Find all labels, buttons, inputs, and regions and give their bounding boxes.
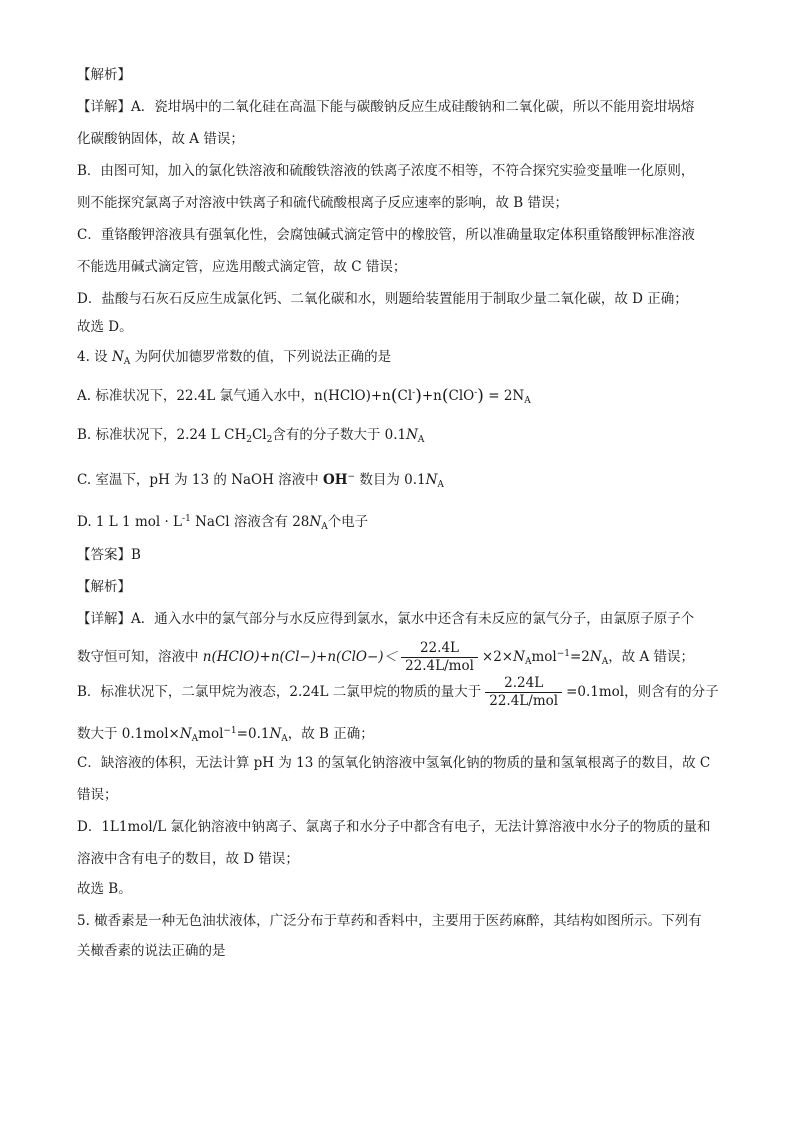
q3-detail-b-line1: B．由图可知，加入的氯化铁溶液和硫酸铁溶液的铁离子浓度不相等，不符合探究实验变量唯一化原则， [77, 163, 695, 179]
q3-detail-c-line2: 不能选用碱式滴定管，应选用酸式滴定管，故 C 错误； [77, 259, 407, 275]
q4-detail-a-line2: 数守恒可知，溶液中 n(HClO)+n(Cl−)+n(ClO−)＜ $\frac{22.4L}{\text{22.4L/mol}}$ $\times 2\times N_Amol^{-1}=2N_A$，故 A 错误； [77, 640, 695, 674]
q3-detail-d-line1: D．盐酸与石灰石反应生成氯化钙、二氧化碳和水，则题给装置能用于制取少量二氧化碳，故 D 正确； [77, 291, 688, 307]
q4-analysis-tag: 【解析】 [77, 579, 131, 595]
q4-stem: 4. 设 $N_A$ 为阿伏加德罗常数的值，下列说法正确的是 [77, 349, 392, 367]
q4-conclusion: 故选 B。 [77, 881, 132, 897]
q4-detail-d-line2: 溶液中含有电子的数目，故 D 错误； [77, 851, 299, 867]
q4-detail-b-line1: B．标准状况下，二氯甲烷为液态，2.24L 二氯甲烷的物质的量大于 $\frac{2.24L}{\text{22.4L/mol}}$ =0.1mol，则含有的分子 [77, 675, 719, 709]
q4-option-b: B. 标准状况下，2.24 L $CH_2Cl_2$含有的分子数大于 $0.1N_A$ [77, 427, 425, 445]
q4-option-c: C. 室温下，pH 为 13 的 NaOH 溶液中 OH− 数目为 $0.1N_A$ [77, 472, 444, 490]
q3-detail-c-line1: C．重铬酸钾溶液具有强氧化性，会腐蚀碱式滴定管中的橡胶管，所以准确量取定体积重铬酸钾标准溶液 [77, 227, 695, 243]
q5-stem-line2: 关橄香素的说法正确的是 [77, 943, 226, 959]
q3-analysis-tag: 【解析】 [77, 67, 131, 83]
q4-option-a: A. 标准状况下，22.4L 氯气通入水中，n(HClO)+n(Cl-)+n(ClO-) = $2N_A$ [77, 386, 531, 406]
q4-detail-a-line1: 【详解】A．通入水中的氯气部分与水反应得到氯水，氯水中还含有未反应的氯气分子，由氯原子原子个 [77, 611, 695, 627]
q3-detail-a-line2: 化碳酸钠固体，故 A 错误； [77, 131, 244, 147]
q3-detail-b-line2: 则不能探究氯离子对溶液中铁离子和硫代硫酸根离子反应速率的影响，故 B 错误； [77, 195, 569, 211]
q4-option-d: D. 1 L 1 mol · $L^{-1}$ NaCl 溶液含有 $28N_A$个电子 [77, 514, 369, 532]
q4-detail-c-line1: C．缺溶液的体积，无法计算 pH 为 13 的氢氧化钠溶液中氢氧化钠的物质的量和氢氧根离子的数目，故 C [77, 755, 711, 771]
q3-detail-a-line1: 【详解】A．瓷坩埚中的二氧化硅在高温下能与碳酸钠反应生成硅酸钠和二氧化碳，所以不能用瓷坩埚熔 [77, 99, 695, 115]
q4-detail-tag: 【详解】 [77, 611, 131, 627]
q5-stem-line1: 5. 橄香素是一种无色油状液体，广泛分布于草药和香料中，主要用于医药麻醉，其结构如图所示。下列有 [77, 913, 702, 929]
fraction: $\frac{22.4L}{\text{22.4L/mol}}$ [401, 640, 478, 675]
q4-detail-b-line2: 数大于 $0.1mol\times N_Amol^{-1}=0.1N_A$，故 B 正确； [77, 726, 374, 744]
q4-detail-c-line2: 错误； [77, 787, 118, 803]
q3-detail-tag: 【详解】 [77, 99, 131, 115]
q3-conclusion: 故选 D。 [77, 319, 133, 335]
q4-detail-d-line1: D．1L1mol/L 氯化钠溶液中钠离子、氯离子和水分子中都含有电子，无法计算溶液中水分子的物质的量和 [77, 819, 711, 835]
q4-answer: 【答案】B [77, 547, 141, 563]
fraction: $\frac{2.24L}{\text{22.4L/mol}}$ [485, 675, 562, 710]
